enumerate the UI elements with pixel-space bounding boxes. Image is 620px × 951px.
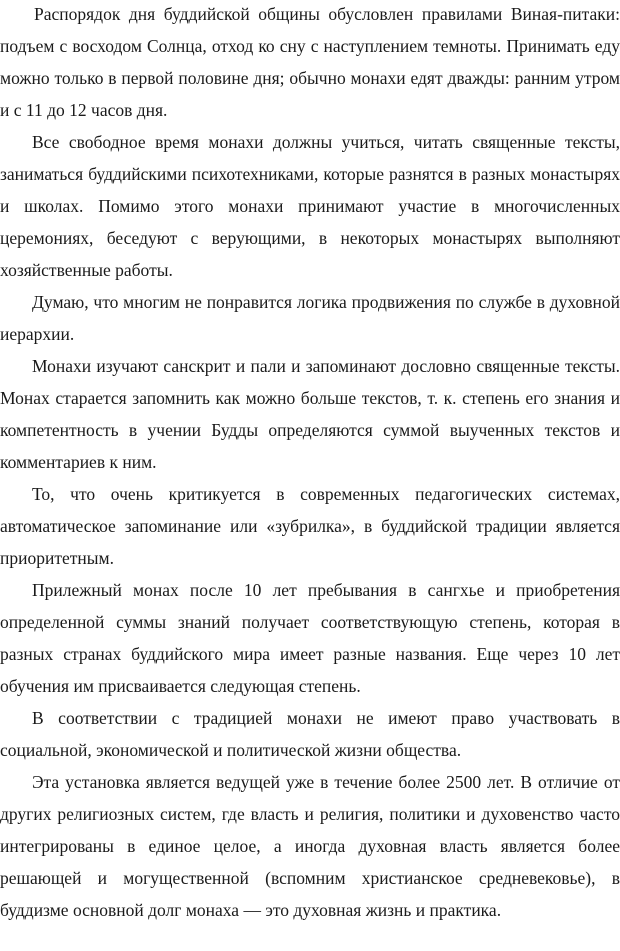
paragraph-spiritual-duty: Эта установка является ведущей уже в течение более 2500 лет. В отличие от других религиозных систем, где власть и религия, политики и духовенство часто интегрированы в единое целое, а иногда духовная власть является более решающей и могущественной (вспомним христианское средневековье), в буддизме основной долг монаха — это духовная жизнь и практика.	[0, 772, 620, 920]
paragraph-tradition: В соответствии с традицией монахи не имеют право участвовать в социальной, экономической и политической жизни общества.	[0, 708, 620, 760]
paragraph-degrees: Прилежный монах после 10 лет пребывания в сангхье и приобретения определенной суммы знаний получает соответствующую степень, которая в разных странах буддийского мира имеет разные названия. Еще через 10 лет обучения им присваивается следующая степень.	[0, 580, 620, 696]
paragraph-hierarchy-logic: Думаю, что многим не понравится логика продвижения по службе в духовной иерархии.	[0, 292, 620, 344]
paragraph-free-time: Все свободное время монахи должны учиться, читать священные тексты, заниматься буддийскими психотехниками, которые разнятся в разных монастырях и школах. Помимо этого монахи принимают участие в многочисленных церемониях, беседуют с верующими, в некоторых монастырях выполняют хозяйственные работы.	[0, 132, 620, 280]
paragraph-rote-learning: То, что очень критикуется в современных педагогических системах, автоматическое запоминание или «зубрилка», в буддийской традиции является приоритетным.	[0, 484, 620, 568]
paragraph-memorization: Монахи изучают санскрит и пали и запоминают дословно священные тексты. Монах старается запомнить как можно больше текстов, т. к. степень его знания и компетентность в учении Будды определяются суммой выученных текстов и комментариев к ним.	[0, 356, 620, 472]
paragraph-daily-routine: Распорядок дня буддийской общины обусловлен правилами Виная-питаки: подъем с восходом Солнца, отход ко сну с наступлением темноты. Принимать еду можно только в первой половине дня; обычно монахи едят дважды: ранним утром и с 11 до 12 часов дня.	[0, 4, 620, 120]
